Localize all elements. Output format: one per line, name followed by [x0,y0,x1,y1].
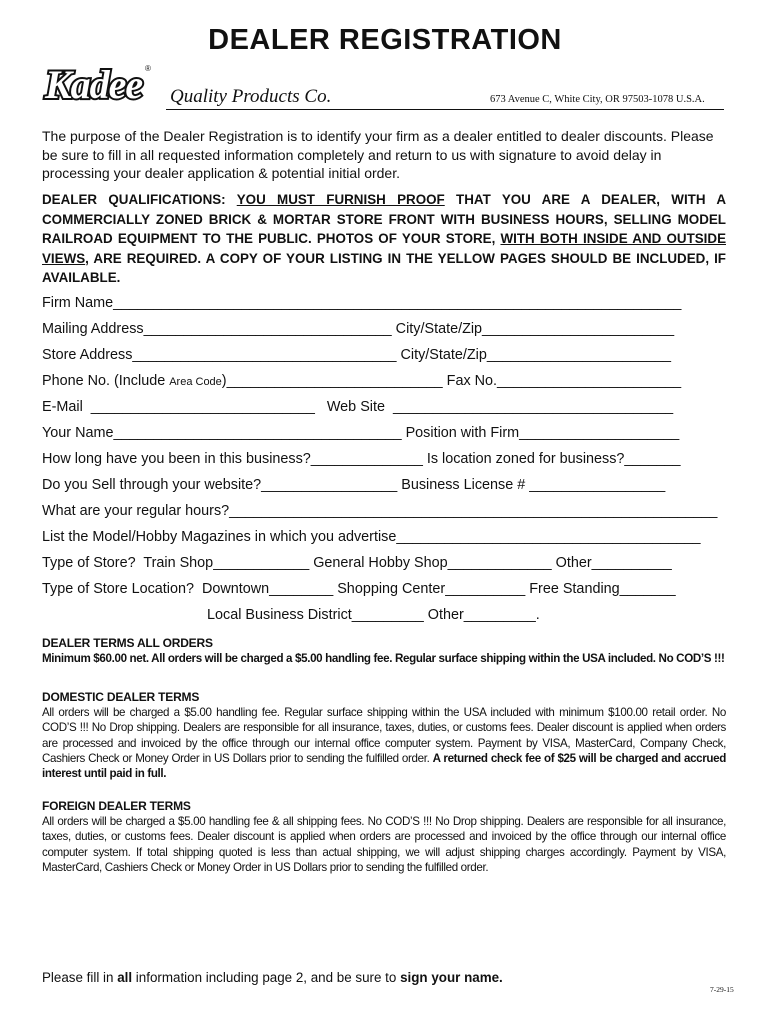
svg-text:Kadee: Kadee [45,62,143,106]
terms-domestic-heading: DOMESTIC DEALER TERMS [42,690,200,704]
phone-label: Phone No. (Include [42,373,170,389]
terms-all-orders [42,636,726,666]
header-rule [166,109,724,110]
terms-foreign-heading: FOREIGN DEALER TERMS [42,799,191,813]
mailing-address-field[interactable]: Mailing Address_______________________________ City/State/Zip________________________ [42,321,675,337]
qualifications-tail: , ARE REQUIRED. A COPY OF YOUR LISTING IN THE YELLOW PAGES SHOULD BE INCLUDED, IF AVAILABLE. [42,250,726,286]
store-type-field[interactable]: Type of Store? Train Shop____________ General Hobby Shop_____________ Other__________ [42,555,672,571]
returned-check-notice: A returned check fee of $25 will be charged and accrued interest until paid in full. [42,751,726,781]
svg-text:®: ® [145,64,151,73]
page-title: DEALER REGISTRATION [208,24,562,56]
store-location-field[interactable]: Type of Store Location? Downtown________ Shopping Center__________ Free Standing_______ [42,581,676,597]
footer-sign: sign your name. [400,970,503,985]
footer-all: all [117,970,133,985]
qualifications-views: WITH BOTH INSIDE AND OUTSIDE VIEWS [42,231,726,266]
revision-date: 7-29-15 [710,985,734,994]
terms-domestic-text: All orders will be charged a $5.00 handling fee. Regular surface shipping within the USA included with minimum $100.00 retail order. No COD’S !!! No Drop shipping. Dealers are responsible for all insurance, taxes, duties, or customs fees. Dealer discount is applied when orders are processed and invoiced by the office through our internal office computer system. Payment by VISA, MasterCard, Company Check, Cashiers Check or Money Order in US Dollars prior to sending the fulfilled order. [42,706,726,765]
qualifications-lead: DEALER QUALIFICATIONS: [42,192,237,207]
regular-hours-field[interactable]: What are your regular hours?_____________________________________________________________ [42,503,718,519]
magazines-field[interactable]: List the Model/Hobby Magazines in which you advertise______________________________________ [42,529,701,545]
qualifications-text: THAT YOU ARE A DEALER, WITH A COMMERCIALLY ZONED BRICK & MORTAR STORE FRONT WITH BUSINESS HOURS, SELLING MODEL RAILROAD EQUIPMENT TO THE PUBLIC. PHOTOS OF YOUR STORE, [42,192,726,247]
footer-instruction [42,970,503,985]
qualifications-proof: YOU MUST FURNISH PROOF [236,192,445,207]
footer-text-1: Please fill in [42,970,118,985]
area-code-label: Area Code [169,376,222,388]
terms-foreign-text: All orders will be charged a $5.00 handling fee & all shipping fees. No COD’S !!! No Drop shipping. Dealers are responsible for all insurance, taxes, duties, or customs fees. Dealer discount is applied when orders are processed and invoiced by the office through our internal office computer system. If total shipping quoted is less than actual shipping, we will adjust shipping charges accordingly. Payment by VISA, MasterCard, Cashiers Check or Money Order in US Dollars prior to sending the fulfilled order. [42,815,726,874]
terms-foreign [42,799,726,875]
store-location-field-2[interactable]: Local Business District_________ Other_________. [207,607,540,623]
company-tagline: Quality Products Co. [170,86,332,107]
kadee-logo [42,58,160,106]
fax-label: )___________________________ Fax No._______________________ [221,373,682,389]
name-position-field[interactable]: Your Name____________________________________ Position with Firm____________________ [42,425,680,441]
dealer-qualifications [42,190,726,288]
terms-all-orders-heading: DEALER TERMS ALL ORDERS [42,636,213,650]
store-address-field[interactable]: Store Address_________________________________ City/State/Zip_______________________ [42,347,671,363]
terms-all-orders-text: Minimum $60.00 net. All orders will be charged a $5.00 handling fee. Regular surface shipping within the USA included. No COD’S !!! [42,652,725,666]
firm-name-field[interactable]: Firm Name_______________________________________________________________________ [42,295,682,311]
business-duration-field[interactable]: How long have you been in this business?______________ Is location zoned for business?_______ [42,451,681,467]
website-license-field[interactable]: Do you Sell through your website?_________________ Business License # _________________ [42,477,666,493]
company-address: 673 Avenue C, White City, OR 97503-1078 U.S.A. [490,94,705,105]
email-website-field[interactable]: E-Mail ____________________________ Web Site ___________________________________ [42,399,674,415]
terms-domestic [42,690,726,781]
footer-text-2: information including page 2, and be sure to [132,970,401,985]
intro-paragraph: The purpose of the Dealer Registration is to identify your firm as a dealer entitled to dealer discounts. Please be sure to fill in all requested information completely and return to us with signature to avoid delay in processing your dealer application & potential initial order. [42,128,714,181]
phone-fax-field[interactable] [42,373,732,389]
